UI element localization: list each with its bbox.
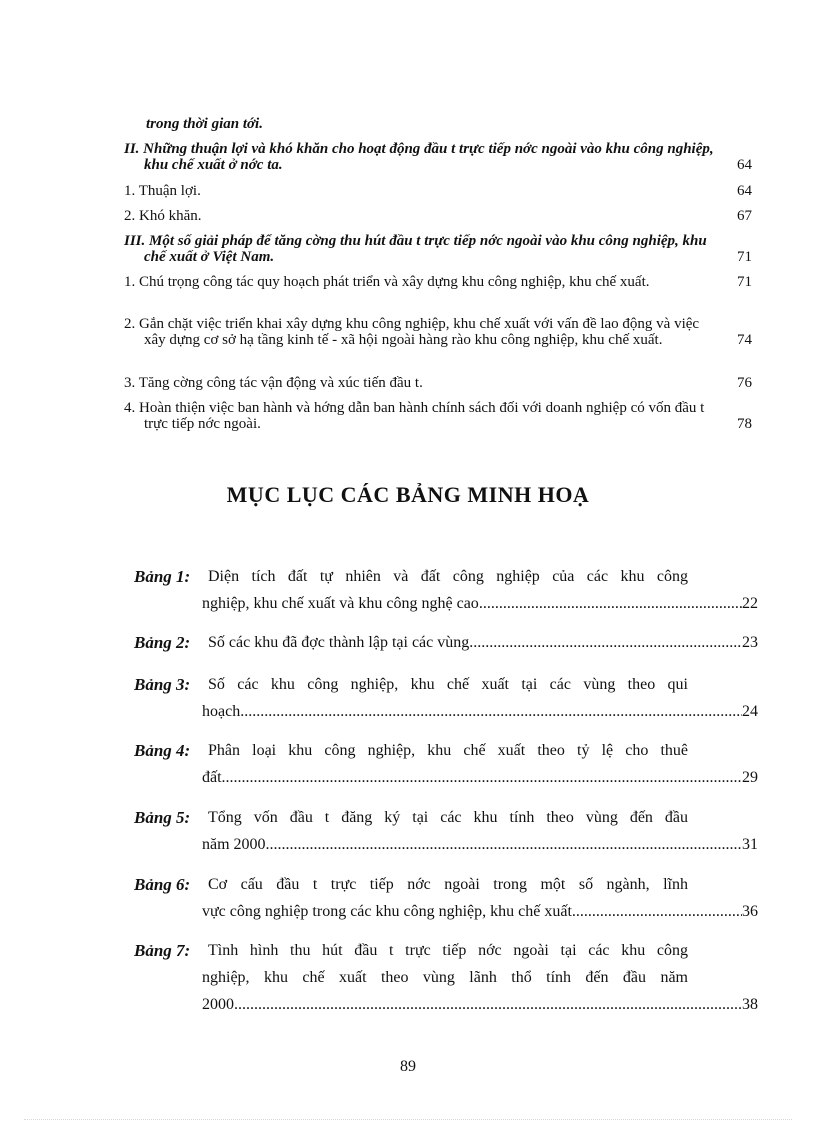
table-caption-last-line xyxy=(134,831,758,858)
table-label: Bảng 7: xyxy=(134,941,191,960)
toc-entry-page: 76 xyxy=(737,375,752,391)
table-page: 36 xyxy=(742,903,758,920)
table-caption-last-line xyxy=(134,590,758,617)
toc-entry[interactable] xyxy=(124,400,752,432)
section-title: MỤC LỤC CÁC BẢNG MINH HOẠ xyxy=(226,482,590,507)
toc-entry[interactable] xyxy=(124,274,752,290)
table-entry[interactable] xyxy=(134,871,758,925)
table-caption-last-line xyxy=(134,764,758,791)
table-label: Bảng 2: xyxy=(134,633,191,652)
toc-entry[interactable] xyxy=(124,233,752,265)
toc-entry-text: 4. Hoàn thiện việc ban hành và hớng dẫn ban hành chính sách đối với doanh nghiệp có vốn đầu t trực tiếp nớc ngoài. xyxy=(124,400,705,432)
table-page: 38 xyxy=(742,996,758,1013)
table-caption-end: hoạch. xyxy=(202,703,245,720)
toc-entry[interactable] xyxy=(124,183,752,199)
table-caption-end: 2000. xyxy=(202,996,238,1013)
table-label: Bảng 1: xyxy=(134,567,191,586)
toc-entry[interactable] xyxy=(124,208,752,224)
table-caption-end: vực công nghiệp trong các khu công nghiệp, khu chế xuất. xyxy=(202,903,576,920)
table-caption-end: nghiệp, khu chế xuất và khu công nghệ cao xyxy=(202,595,479,612)
toc-entry-text: trong thời gian tới. xyxy=(146,116,263,132)
toc-entry-text: II. Những thuận lợi và khó khăn cho hoạt động đầu t trực tiếp nớc ngoài vào khu công nghiệp, khu chế xuất ở nớc ta. xyxy=(124,141,714,173)
table-page: 31 xyxy=(742,836,758,853)
table-page: 23 xyxy=(742,634,758,651)
toc-entry-text: 2. Khó khăn. xyxy=(124,208,202,224)
table-caption-end: Số các khu đã đợc thành lập tại các vùng. xyxy=(208,634,474,651)
leader-dots xyxy=(576,898,742,925)
leader-dots xyxy=(244,698,742,725)
toc-entry-page: 67 xyxy=(737,208,752,224)
table-entry[interactable] xyxy=(134,737,758,791)
toc-entry-page: 74 xyxy=(737,332,752,348)
toc-entry-page: 78 xyxy=(737,416,752,432)
toc-entry-page: 71 xyxy=(737,249,752,265)
table-label: Bảng 6: xyxy=(134,875,191,894)
table-caption-line: Phân loại khu công nghiệp, khu chế xuất theo tỷ lệ cho thuê xyxy=(208,742,688,759)
table-caption-end: năm 2000. xyxy=(202,836,270,853)
toc-entry-page: 71 xyxy=(737,274,752,290)
table-entry[interactable] xyxy=(134,629,758,656)
table-page: 24 xyxy=(742,703,758,720)
toc-entry[interactable] xyxy=(124,141,752,173)
leader-dots xyxy=(479,590,742,617)
toc-entry-text: 2. Gắn chặt việc triển khai xây dựng khu công nghiệp, khu chế xuất với vấn đề lao động và việc xây dựng cơ sở hạ tầng kinh tế - xã hội ngoài hàng rào khu công nghiệp, khu chế xuất. xyxy=(124,316,700,348)
table-label: Bảng 3: xyxy=(134,675,191,694)
table-caption-line: nghiệp, khu chế xuất theo vùng lãnh thổ tính đến đầu năm xyxy=(202,969,688,986)
table-caption-last-line xyxy=(134,698,758,725)
leader-dots xyxy=(238,991,742,1018)
toc-entry-text: 1. Thuận lợi. xyxy=(124,183,201,199)
table-caption-line: Tổng vốn đầu t đăng ký tại các khu tính theo vùng đến đầu xyxy=(208,809,688,826)
footer-divider xyxy=(24,1119,792,1120)
table-entry[interactable] xyxy=(134,563,758,617)
toc-entry-page: 64 xyxy=(737,183,752,199)
table-page: 22 xyxy=(742,595,758,612)
table-entry[interactable] xyxy=(134,671,758,725)
page-number: 89 xyxy=(400,1058,416,1075)
table-entry[interactable] xyxy=(134,937,758,1018)
table-caption-line: Diện tích đất tự nhiên và đất công nghiệp của các khu công xyxy=(208,568,688,585)
table-caption-last-line xyxy=(134,629,758,656)
table-label: Bảng 4: xyxy=(134,741,191,760)
toc-entry-page: 64 xyxy=(737,157,752,173)
table-page: 29 xyxy=(742,769,758,786)
leader-dots xyxy=(270,831,742,858)
table-caption-end: đất. xyxy=(202,769,226,786)
toc-entry[interactable] xyxy=(124,375,752,391)
toc-entry[interactable] xyxy=(124,116,752,132)
toc-entry-text: 1. Chú trọng công tác quy hoạch phát triển và xây dựng khu công nghiệp, khu chế xuất. xyxy=(124,274,650,290)
table-caption-last-line xyxy=(134,991,758,1018)
table-caption-last-line xyxy=(134,898,758,925)
toc-entry[interactable] xyxy=(124,316,752,348)
table-label: Bảng 5: xyxy=(134,808,191,827)
table-entry[interactable] xyxy=(134,804,758,858)
table-caption-line: Tình hình thu hút đầu t trực tiếp nớc ngoài tại các khu công xyxy=(208,942,688,959)
toc-entry-text: III. Một số giải pháp để tăng cờng thu hút đầu t trực tiếp nớc ngoài vào khu công nghiệp, khu chế xuất ở Việt Nam. xyxy=(124,233,707,265)
table-caption-line: Số các khu công nghiệp, khu chế xuất tại các vùng theo qui xyxy=(208,676,688,693)
toc-entry-text: 3. Tăng cờng công tác vận động và xúc tiến đầu t. xyxy=(124,375,423,391)
leader-dots xyxy=(226,764,742,791)
leader-dots xyxy=(473,629,742,656)
table-caption-line: Cơ cấu đầu t trực tiếp nớc ngoài trong một số ngành, lĩnh xyxy=(208,876,688,893)
